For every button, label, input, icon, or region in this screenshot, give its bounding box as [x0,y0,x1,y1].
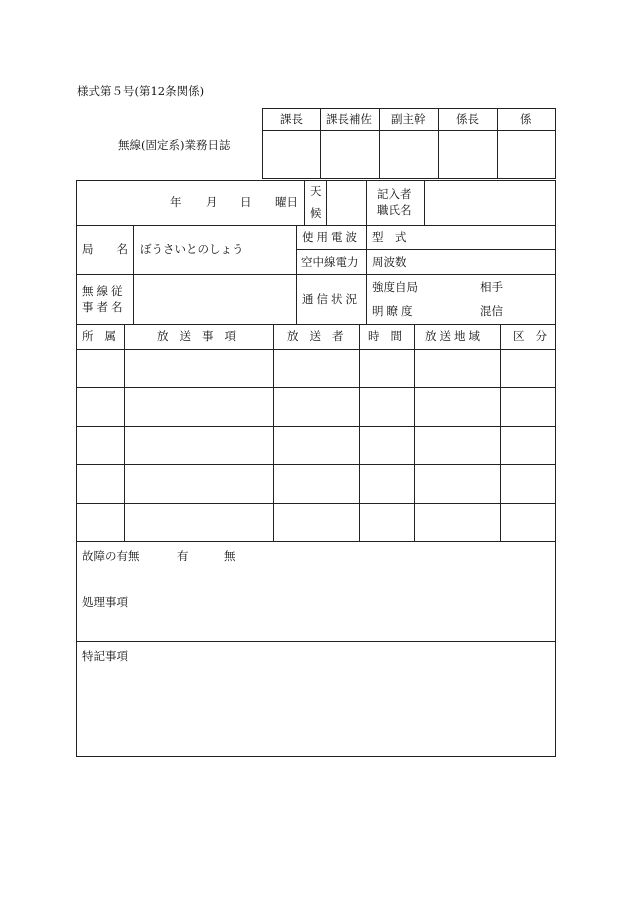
fault-label: 故障の有無 [82,549,140,563]
interference-label: 混信 [480,304,503,318]
operator-label-top: 無線従 [82,284,126,298]
fault-no-option: 無 [224,549,236,563]
fault-yes-option: 有 [177,549,189,563]
operator-label-bottom: 事者名 [82,300,126,314]
date-weekday-label: 曜日 [275,195,298,209]
weather-label-top: 天 [310,184,322,198]
clarity-label: 明瞭度 [372,304,416,318]
log-header-category: 区分 [513,329,558,343]
log-header-time: 時間 [368,329,413,343]
weather-label-bottom: 候 [310,206,322,220]
date-day-label: 日 [240,195,252,209]
approval-header-kacho: 課長 [280,112,303,126]
log-header-broadcast-item: 放送事項 [157,329,247,343]
station-name-label: 局 名 [82,242,128,256]
approval-header-fukushukan: 副主幹 [391,112,426,126]
approval-header-kakari: 係 [520,112,532,126]
comm-status-label: 通信状況 [302,292,360,306]
radio-wave-label: 使用電波 [302,230,360,244]
special-notes-label: 特記事項 [82,649,128,663]
log-header-broadcaster: 放送者 [287,329,355,343]
processing-label: 処理事項 [82,595,128,609]
station-name-value: ぼうさいとのしょう [140,242,244,256]
approval-header-kakaricho: 係長 [456,112,479,126]
recorder-label-top: 記入者 [377,187,412,201]
log-header-affiliation: 所属 [82,329,127,343]
form-title: 無線(固定系)業務日誌 [118,138,231,152]
model-label: 型 式 [372,230,407,244]
date-month-label: 月 [206,195,218,209]
signal-strength-label: 強度自局 [372,280,418,294]
antenna-power-label: 空中線電力 [301,255,359,269]
frequency-label: 周波数 [372,255,407,269]
form-number: 様式第５号(第12条関係) [77,84,205,98]
approval-header-kacho-hosa: 課長補佐 [326,112,372,126]
log-header-area: 放送地域 [425,329,483,343]
date-year-label: 年 [170,195,182,209]
recorder-label-bottom: 職氏名 [377,203,412,217]
partner-label: 相手 [480,280,503,294]
